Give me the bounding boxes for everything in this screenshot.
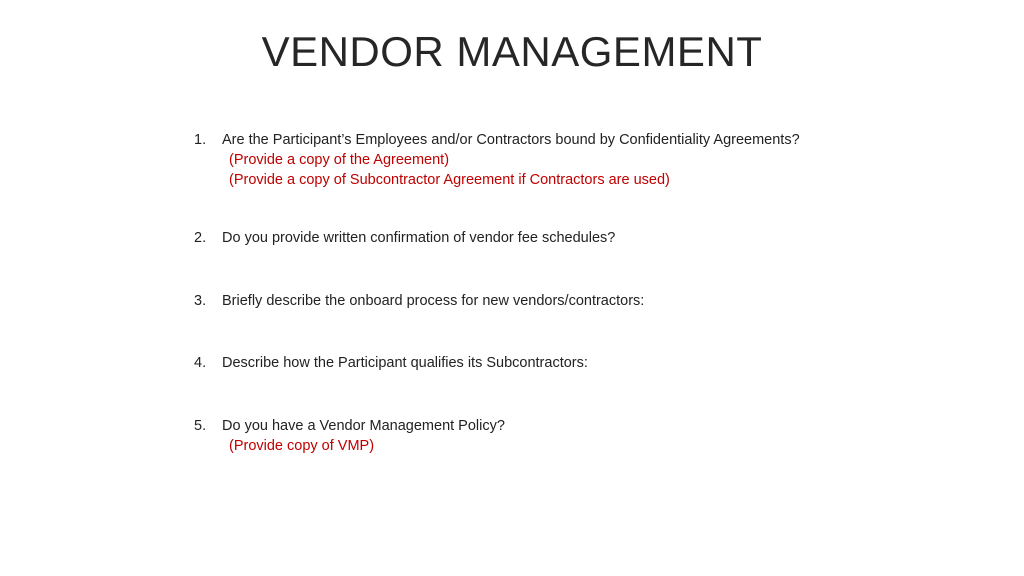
question-text: Describe how the Participant qualifies its Subcontractors:	[222, 355, 588, 371]
question-note: (Provide copy of VMP)	[229, 438, 375, 454]
question-text: Briefly describe the onboard process for new vendors/contractors:	[222, 293, 645, 309]
question-text: Are the Participant’s Employees and/or Contractors bound by Confidentiality Agreements?	[222, 132, 800, 148]
question-number: 4.	[194, 355, 207, 371]
question-item-3	[194, 291, 914, 311]
question-number: 5.	[194, 418, 207, 434]
page-title: VENDOR MANAGEMENT	[261, 28, 763, 75]
question-note: (Provide a copy of the Agreement)	[229, 152, 450, 168]
question-item-2	[194, 228, 914, 248]
question-text: Do you have a Vendor Management Policy?	[222, 418, 505, 434]
question-text: Do you provide written confirmation of vendor fee schedules?	[222, 230, 616, 246]
question-item-4	[194, 353, 914, 373]
question-item-5	[194, 416, 914, 456]
question-note: (Provide a copy of Subcontractor Agreement if Contractors are used)	[229, 172, 670, 188]
question-item-1	[194, 130, 914, 190]
question-number: 2.	[194, 230, 207, 246]
question-number: 1.	[194, 132, 207, 148]
question-number: 3.	[194, 293, 207, 309]
